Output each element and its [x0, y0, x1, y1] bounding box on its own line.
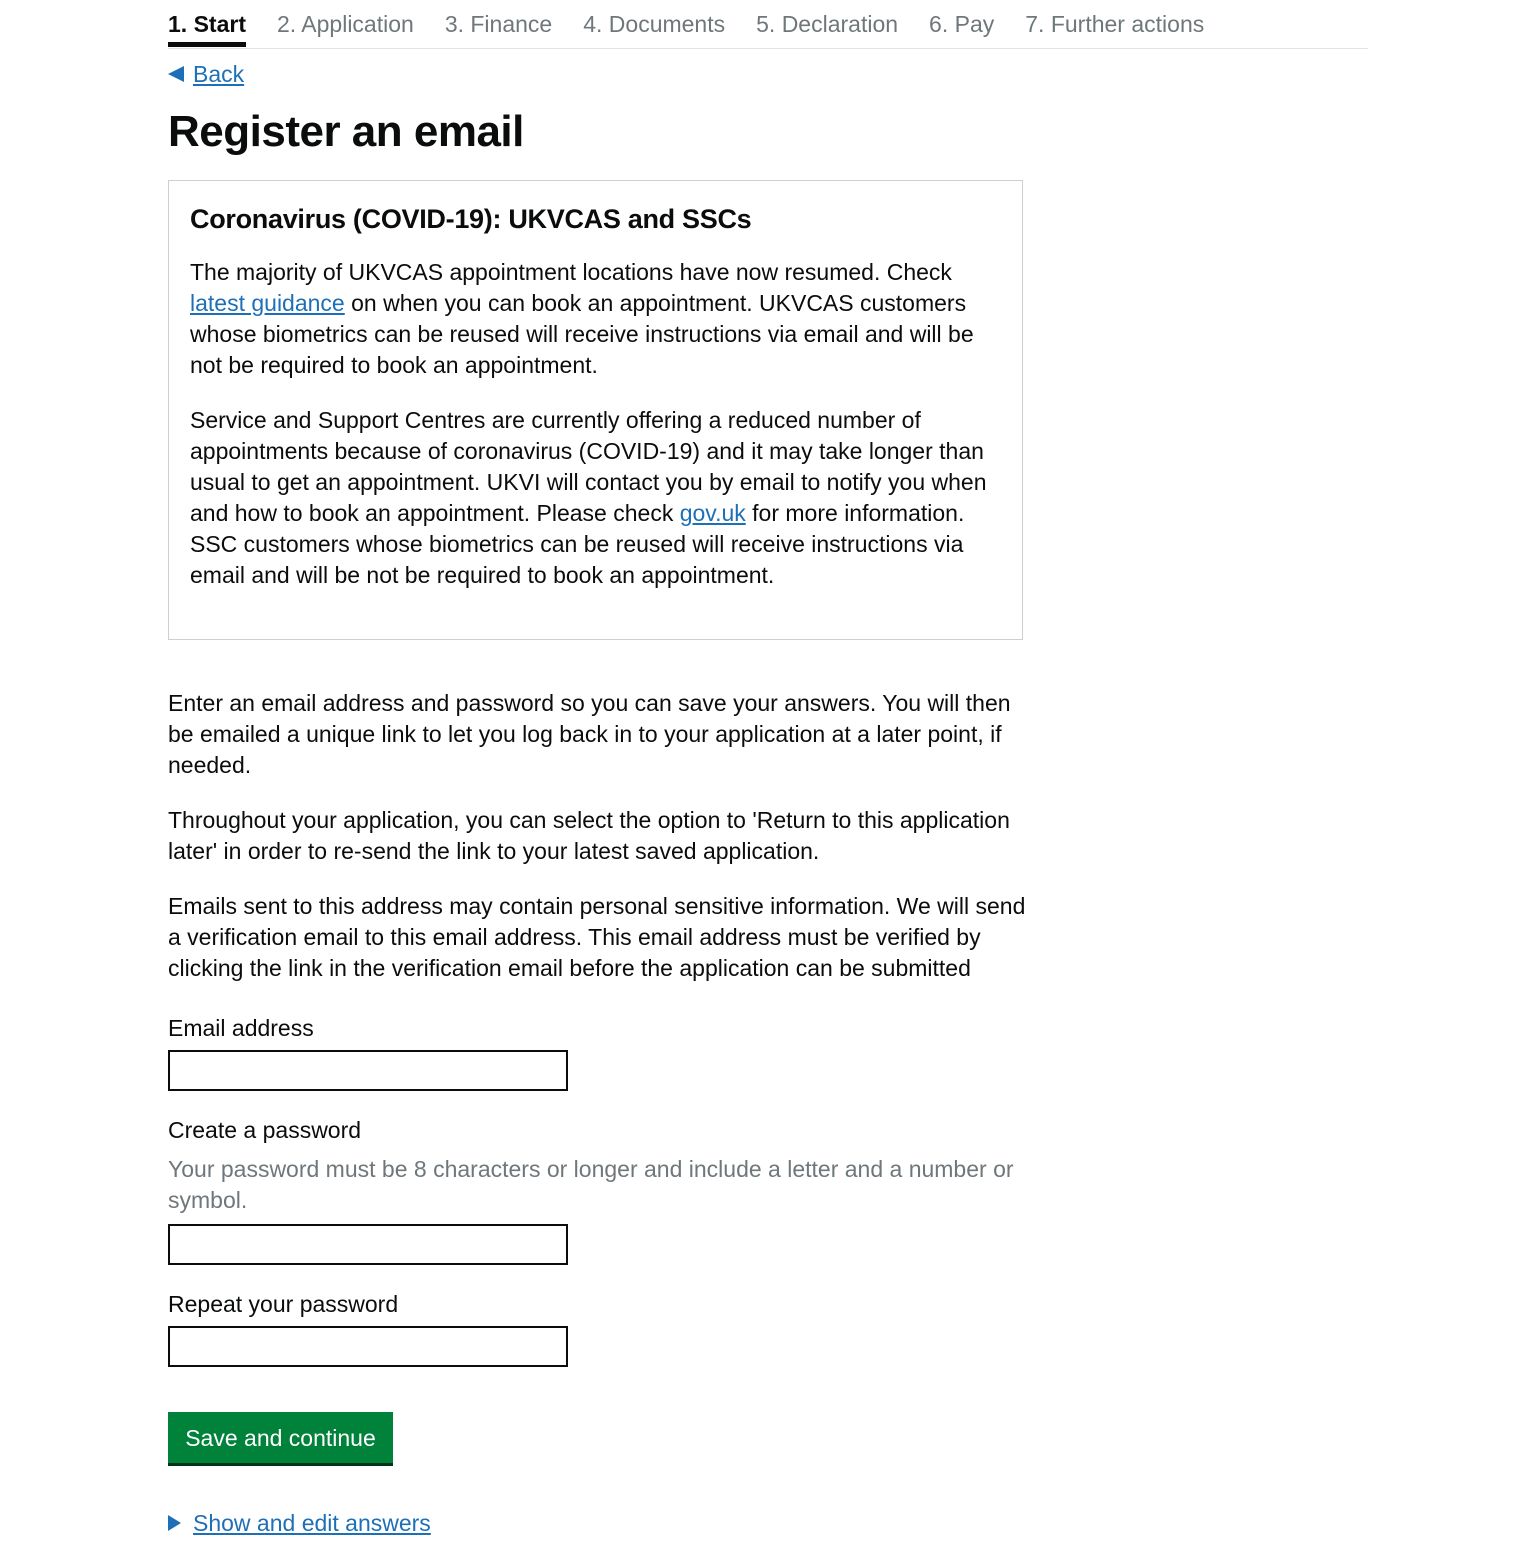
intro-paragraph-1: Enter an email address and password so you can save your answers. You will then be emailed a unique link to let you log back in to your application at a later point, if needed. — [168, 690, 1011, 778]
show-and-edit-answers-label: Show and edit answers — [193, 1510, 431, 1536]
step-navigation — [168, 0, 1368, 49]
page-title: Register an email — [168, 107, 524, 156]
email-label: Email address — [168, 1015, 314, 1041]
back-link-label: Back — [193, 61, 245, 87]
notice-p1-text-b: on when you can book an appointment. UKVCAS customers whose biometrics can be reused will receive instructions via email and will be not be required to book an appointment. — [190, 290, 974, 378]
notice-heading: Coronavirus (COVID-19): UKVCAS and SSCs — [190, 204, 752, 234]
notice-p1-text-a: The majority of UKVCAS appointment locations have now resumed. Check — [190, 259, 952, 285]
repeat-password-label: Repeat your password — [168, 1291, 399, 1317]
step-further-actions[interactable]: 7. Further actions — [1025, 11, 1205, 37]
email-field[interactable] — [168, 1050, 568, 1091]
expand-triangle-icon — [168, 1515, 181, 1531]
notice-paragraph-1 — [190, 257, 990, 381]
gov-uk-link[interactable]: gov.uk — [679, 500, 746, 526]
show-and-edit-answers-toggle[interactable] — [168, 1508, 431, 1538]
step-finance[interactable]: 3. Finance — [444, 11, 553, 37]
save-and-continue-button[interactable]: Save and continue — [168, 1412, 393, 1463]
notice-p2-text-a: Service and Support Centres are currently offering a reduced number of appointments because of coronavirus (COVID-19) and it may take longer than usual to get an appointment. UKVI will contact you by email to notify you when and how to book an appointment. Please check — [190, 407, 987, 526]
intro-text — [168, 688, 1028, 1008]
covid-notice-panel — [168, 180, 1023, 640]
create-password-field[interactable] — [168, 1224, 568, 1265]
latest-guidance-link[interactable]: latest guidance — [190, 290, 345, 316]
back-arrow-icon — [168, 66, 184, 82]
step-declaration[interactable]: 5. Declaration — [756, 11, 899, 37]
intro-paragraph-3: Emails sent to this address may contain personal sensitive information. We will send a verification email to this email address. This email address must be verified by clicking the link in the verification email before the application can be submitted — [168, 893, 1026, 981]
notice-p2-text-b: for more information. SSC customers whose biometrics can be reused will receive instructions via email and will be not be required to book an appointment. — [190, 500, 965, 588]
password-hint: Your password must be 8 characters or longer and include a letter and a number or symbol. — [168, 1156, 1014, 1213]
step-start[interactable]: 1. Start — [168, 0, 246, 47]
notice-paragraph-2 — [190, 405, 990, 591]
step-documents[interactable]: 4. Documents — [583, 11, 726, 37]
step-pay[interactable]: 6. Pay — [929, 11, 995, 37]
repeat-password-field[interactable] — [168, 1326, 568, 1367]
intro-paragraph-2: Throughout your application, you can select the option to 'Return to this application later' in order to re-send the link to your latest saved application. — [168, 807, 1010, 864]
step-application[interactable]: 2. Application — [276, 11, 414, 37]
back-link[interactable] — [168, 60, 244, 88]
create-password-label: Create a password — [168, 1117, 362, 1143]
